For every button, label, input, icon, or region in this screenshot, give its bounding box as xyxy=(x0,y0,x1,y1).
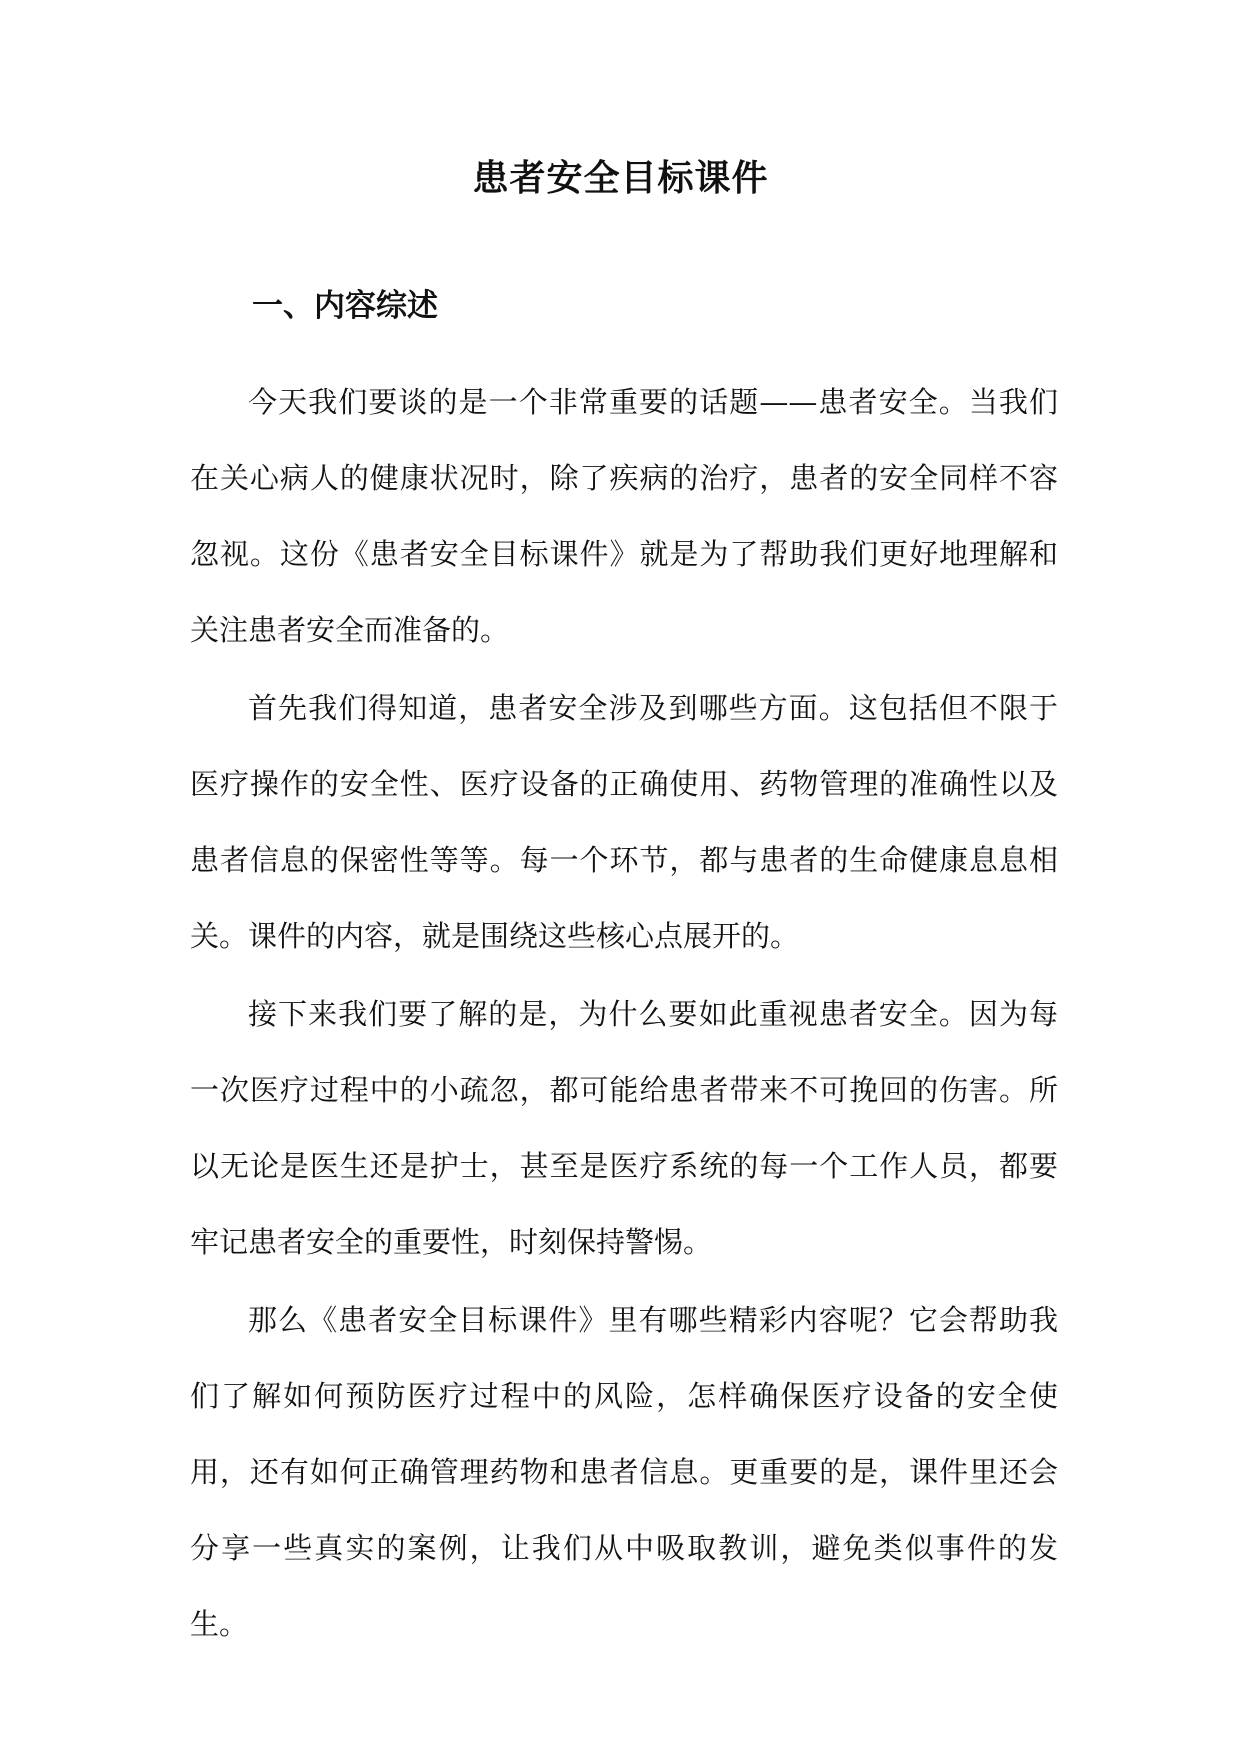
paragraph-content: 那么《患者安全目标课件》里有哪些精彩内容呢？它会帮助我们了解如何预防医疗过程中的风险，怎样确保医疗设备的安全使用，还有如何正确管理药物和患者信息。更重要的是，课件里还会分享一些真实的案例，让我们从中吸取教训，避免类似事件的发生。 xyxy=(190,1303,1058,1641)
paragraph-aspects: 首先我们得知道，患者安全涉及到哪些方面。这包括但不限于医疗操作的安全性、医疗设备的正确使用、药物管理的准确性以及患者信息的保密性等等。每一个环节，都与患者的生命健康息息相关。课件的内容，就是围绕这些核心点展开的。 xyxy=(190,691,1058,953)
body-text xyxy=(190,364,1058,1664)
paragraph-intro: 今天我们要谈的是一个非常重要的话题——患者安全。当我们在关心病人的健康状况时，除了疾病的治疗，患者的安全同样不容忽视。这份《患者安全目标课件》就是为了帮助我们更好地理解和关注患者安全而准备的。 xyxy=(190,385,1058,647)
paragraph-importance: 接下来我们要了解的是，为什么要如此重视患者安全。因为每一次医疗过程中的小疏忽，都可能给患者带来不可挽回的伤害。所以无论是医生还是护士，甚至是医疗系统的每一个工作人员，都要牢记患者安全的重要性，时刻保持警惕。 xyxy=(190,997,1058,1259)
section-heading: 一、内容综述 xyxy=(252,288,438,324)
document-title: 患者安全目标课件 xyxy=(472,157,769,199)
